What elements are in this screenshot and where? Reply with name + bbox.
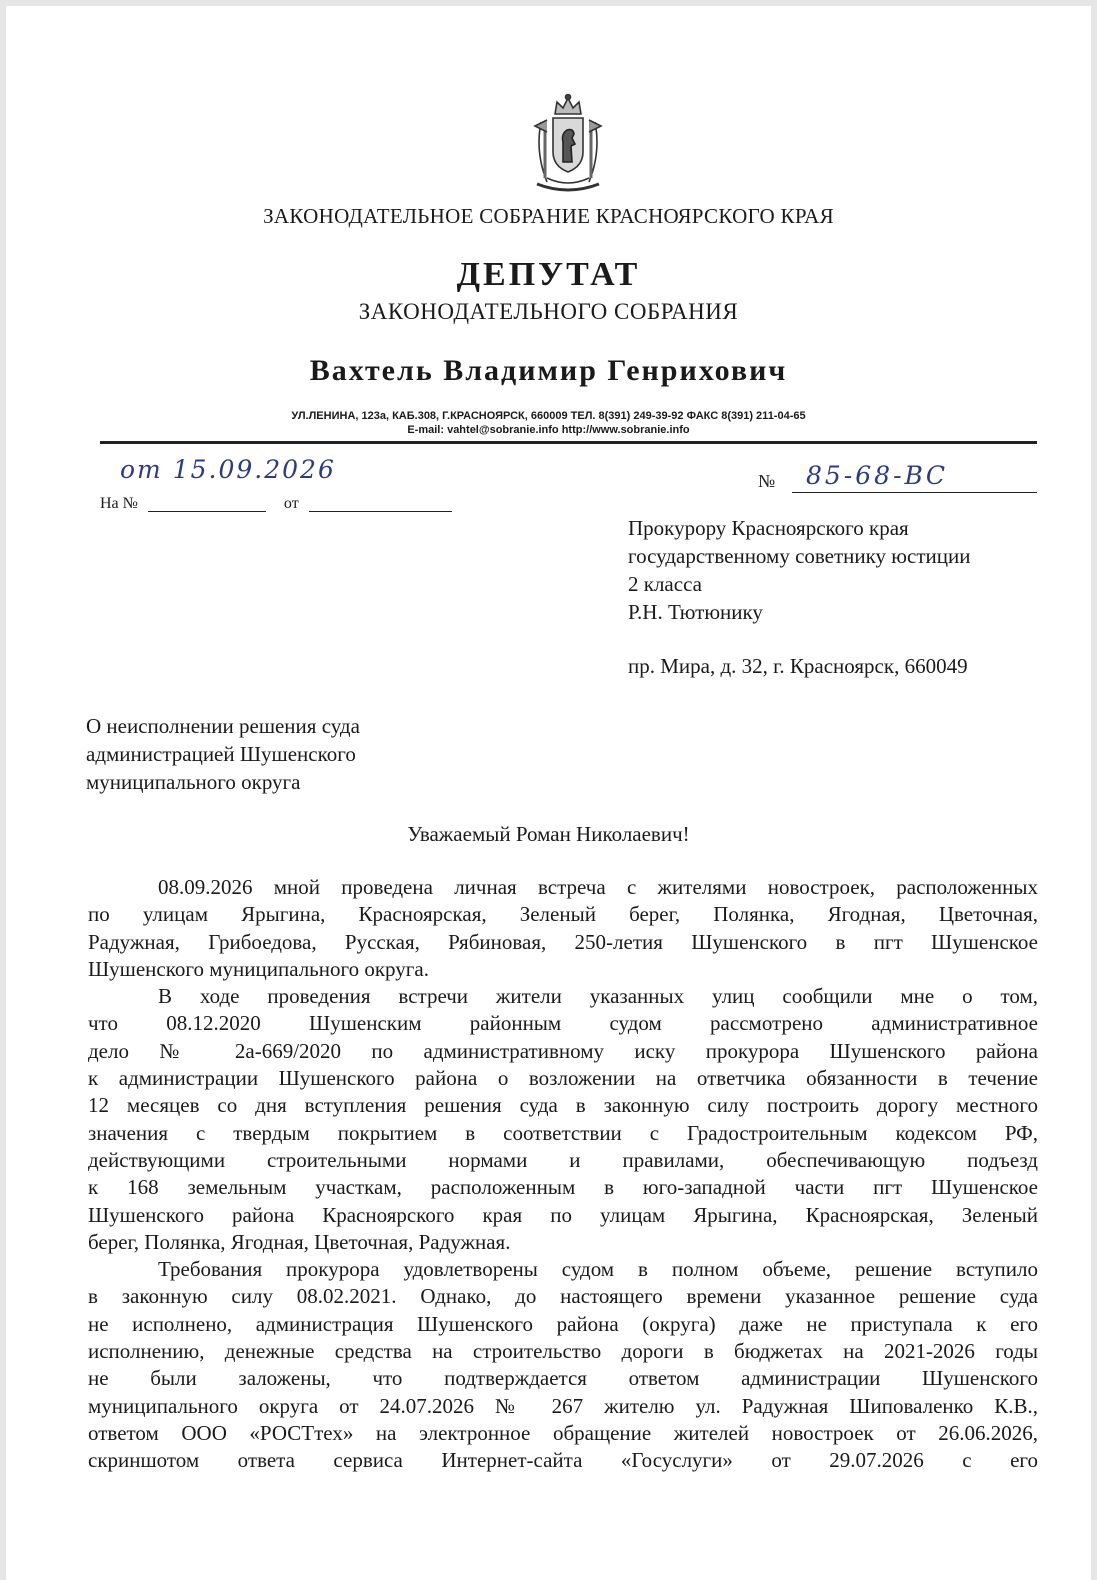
subject-line: муниципального округа — [86, 770, 301, 794]
letter-body — [88, 874, 1038, 1475]
body-line: по улицам Ярыгина, Красноярская, Зеленый берег, Полянка, Ягодная, Цветочная, — [88, 902, 1038, 927]
letter-subject — [86, 712, 466, 796]
outgoing-number-label: № — [758, 471, 776, 491]
addressee-address: пр. Мира, д. 32, г. Красноярск, 660049 — [628, 654, 968, 678]
body-line: значения с твердым покрытием в соответствии с Градостроительным кодексом РФ, — [88, 1120, 1038, 1145]
subject-line: О неисполнении решения суда — [86, 714, 360, 738]
assembly-title: ЗАКОНОДАТЕЛЬНОГО СОБРАНИЯ — [358, 299, 739, 324]
addressee-line: государственному советнику юстиции — [628, 544, 971, 568]
addressee-block — [628, 514, 1058, 626]
addressee-line: Р.Н. Тютюнику — [628, 600, 763, 624]
body-line: не исполнено, администрация Шушенского района (округа) даже не приступала к его — [88, 1311, 1038, 1336]
body-line: к 168 земельным участкам, расположенным в юго-западной части пгт Шушенское — [88, 1175, 1038, 1200]
reference-from-label: от — [283, 495, 299, 512]
salutation: Уважаемый Роман Николаевич! — [407, 822, 690, 846]
body-line: Шушенского района Красноярского края по улицам Ярыгина, Красноярская, Зеленый — [88, 1202, 1038, 1227]
body-line: Радужная, Грибоедова, Русская, Рябиновая, 250-летия Шушенского в пгт Шушенское — [88, 929, 1038, 954]
outgoing-date: от 15.09.2026 — [120, 455, 336, 484]
body-line: скриншотом ответа сервиса Интернет-сайта «Госуслуги» от 29.07.2026 с его — [88, 1448, 1038, 1473]
body-line: не были заложены, что подтверждается ответом администрации Шушенского — [88, 1366, 1038, 1391]
subject-line: администрацией Шушенского — [86, 742, 356, 766]
body-line: Требования прокурора удовлетворены судом в полном объеме, решение вступило — [158, 1257, 1038, 1282]
deputy-title: ДЕПУТАТ — [456, 256, 641, 293]
body-line: что 08.12.2020 Шушенским районным судом рассмотрено административное — [88, 1011, 1038, 1036]
outgoing-number-underline — [792, 492, 1037, 493]
reference-line — [100, 495, 452, 513]
body-line: ответом ООО «РОСТтех» на электронное обращение жителей новостроек от 26.06.2026, — [88, 1420, 1038, 1445]
body-line: В ходе проведения встречи жители указанных улиц сообщили мне о том, — [158, 984, 1038, 1009]
reference-date-blank — [309, 511, 452, 512]
body-line: дело № 2а-669/2020 по административному иску прокурора Шушенского района — [88, 1038, 1038, 1063]
body-line: Шушенского муниципального округа. — [88, 956, 429, 981]
reference-number-label: На № — [100, 495, 138, 512]
letter-page — [6, 6, 1091, 1580]
deputy-name: Вахтель Владимир Генрихович — [309, 354, 788, 387]
body-line: 08.09.2026 мной проведена личная встреча с жителями новостроек, расположенных — [158, 875, 1038, 899]
body-line: исполнению, денежные средства на строительство дороги в бюджетах на 2021-2026 годы — [88, 1339, 1038, 1364]
organization-name: ЗАКОНОДАТЕЛЬНОЕ СОБРАНИЕ КРАСНОЯРСКОГО КРАЯ — [263, 204, 834, 228]
body-line: 12 месяцев со дня вступления решения суда в законную силу построить дорогу местного — [88, 1093, 1038, 1118]
body-line: берег, Полянка, Ягодная, Цветочная, Радужная. — [88, 1229, 511, 1254]
header-divider — [100, 441, 1037, 444]
coat-of-arms-icon — [527, 92, 609, 200]
addressee-line: Прокурору Красноярского края — [628, 516, 909, 540]
addressee-line: 2 класса — [628, 572, 702, 596]
body-line: действующими строительными нормами и правилами, обеспечивающую подъезд — [88, 1147, 1038, 1172]
body-line: в законную силу 08.02.2021. Однако, до настоящего времени указанное решение суда — [88, 1284, 1038, 1309]
contact-address-line: УЛ.ЛЕНИНА, 123а, КАБ.308, Г.КРАСНОЯРСК, 660009 ТЕЛ. 8(391) 249-39-92 ФАКС 8(391) 211-04-65 — [291, 410, 806, 422]
contact-info — [6, 409, 1091, 437]
outgoing-number: 85-68-ВС — [806, 461, 949, 490]
body-line: к администрации Шушенского района о возложении на ответчика обязанности в течение — [88, 1066, 1038, 1091]
contact-web-line: E-mail: vahtel@sobranie.info http://www.sobranie.info — [407, 424, 690, 436]
body-line: муниципального округа от 24.07.2026 № 267 жителю ул. Радужная Шиповаленко К.В., — [88, 1393, 1038, 1418]
reference-number-blank — [148, 511, 266, 512]
